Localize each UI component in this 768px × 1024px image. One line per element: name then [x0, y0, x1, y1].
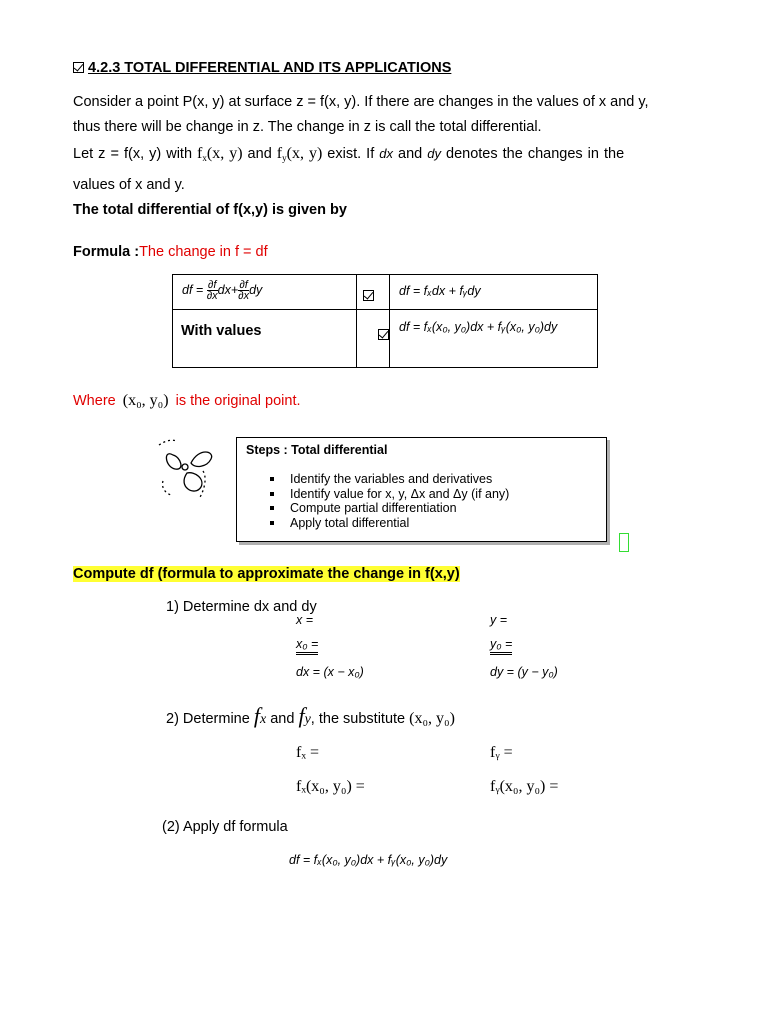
steps-list — [270, 472, 509, 530]
fy-eq: fᵧ = — [490, 744, 513, 761]
partial-formula: df = $\frac{\partial f}{\partial x}$ dx+ $\frac{\partial f}{\partial x}$ dy — [182, 279, 263, 302]
intro-line-1: Consider a point P(x, y) at surface z = f(x, y). If there are changes in the values of x and y, — [73, 94, 649, 110]
short-formula: df = fₓdx + fᵧdy — [399, 284, 481, 298]
checkbox-check-icon — [363, 290, 374, 301]
step-2: 2) Determine fx and fy, the substitute (x₀, y₀) — [166, 703, 455, 728]
x-eq: x = — [296, 613, 314, 627]
list-item: Identify value for x, y, Δx and Δy (if any) — [270, 487, 509, 502]
section-heading: 4.2.3 TOTAL DIFFERENTIAL AND ITS APPLICATIONS — [73, 59, 451, 77]
y0-eq: y₀ = — [490, 637, 512, 655]
fx-val: fₓ(x₀, y₀) = — [296, 778, 365, 795]
values-formula: df = fₓ(x₀, y₀)dx + fᵧ(x₀, y₀)dy — [399, 320, 558, 334]
x0-eq: x₀ = — [296, 637, 318, 655]
flower-doodle-icon — [155, 437, 221, 505]
final-formula: df = fₓ(x₀, y₀)dx + fᵧ(x₀, y₀)dy — [289, 853, 448, 867]
intro-line-2: thus there will be change in z. The change in z is call the total differential. — [73, 119, 542, 135]
checkbox-check-icon — [378, 329, 389, 340]
dx-eq: dx = (x − x₀) — [296, 665, 364, 679]
given-by-line: The total differential of f(x,y) is given by — [73, 202, 347, 218]
compute-heading: Compute df (formula to approximate the change in f(x,y) — [73, 566, 460, 582]
steps-title: Steps : Total differential — [246, 443, 388, 457]
list-item: Identify the variables and derivatives — [270, 472, 509, 487]
fx-eq: fₓ = — [296, 744, 319, 761]
formula-table — [172, 274, 598, 368]
green-marker — [619, 533, 629, 552]
with-values-label: With values — [181, 323, 262, 339]
step-1: 1) Determine dx and dy — [166, 599, 317, 615]
let-line: Let z = f(x, y) with $f_x(x$, y) and $f_y(x$, y) exist. If dx and dy denotes the changes in the — [73, 145, 625, 163]
checkbox-check-icon — [73, 62, 84, 73]
y-eq: y = — [490, 613, 508, 627]
steps-box — [236, 437, 607, 542]
dy-eq: dy = (y − y₀) — [490, 665, 558, 679]
fy-val: fᵧ(x₀, y₀) = — [490, 778, 559, 795]
step-3: (2) Apply df formula — [162, 819, 288, 835]
let-line-2: values of x and y. — [73, 177, 185, 193]
where-line: Where (x₀, y₀) is the original point. — [73, 392, 301, 409]
list-item: Compute partial differentiation — [270, 501, 509, 516]
list-item: Apply total differential — [270, 516, 509, 531]
formula-line: Formula :The change in f = df — [73, 244, 268, 260]
